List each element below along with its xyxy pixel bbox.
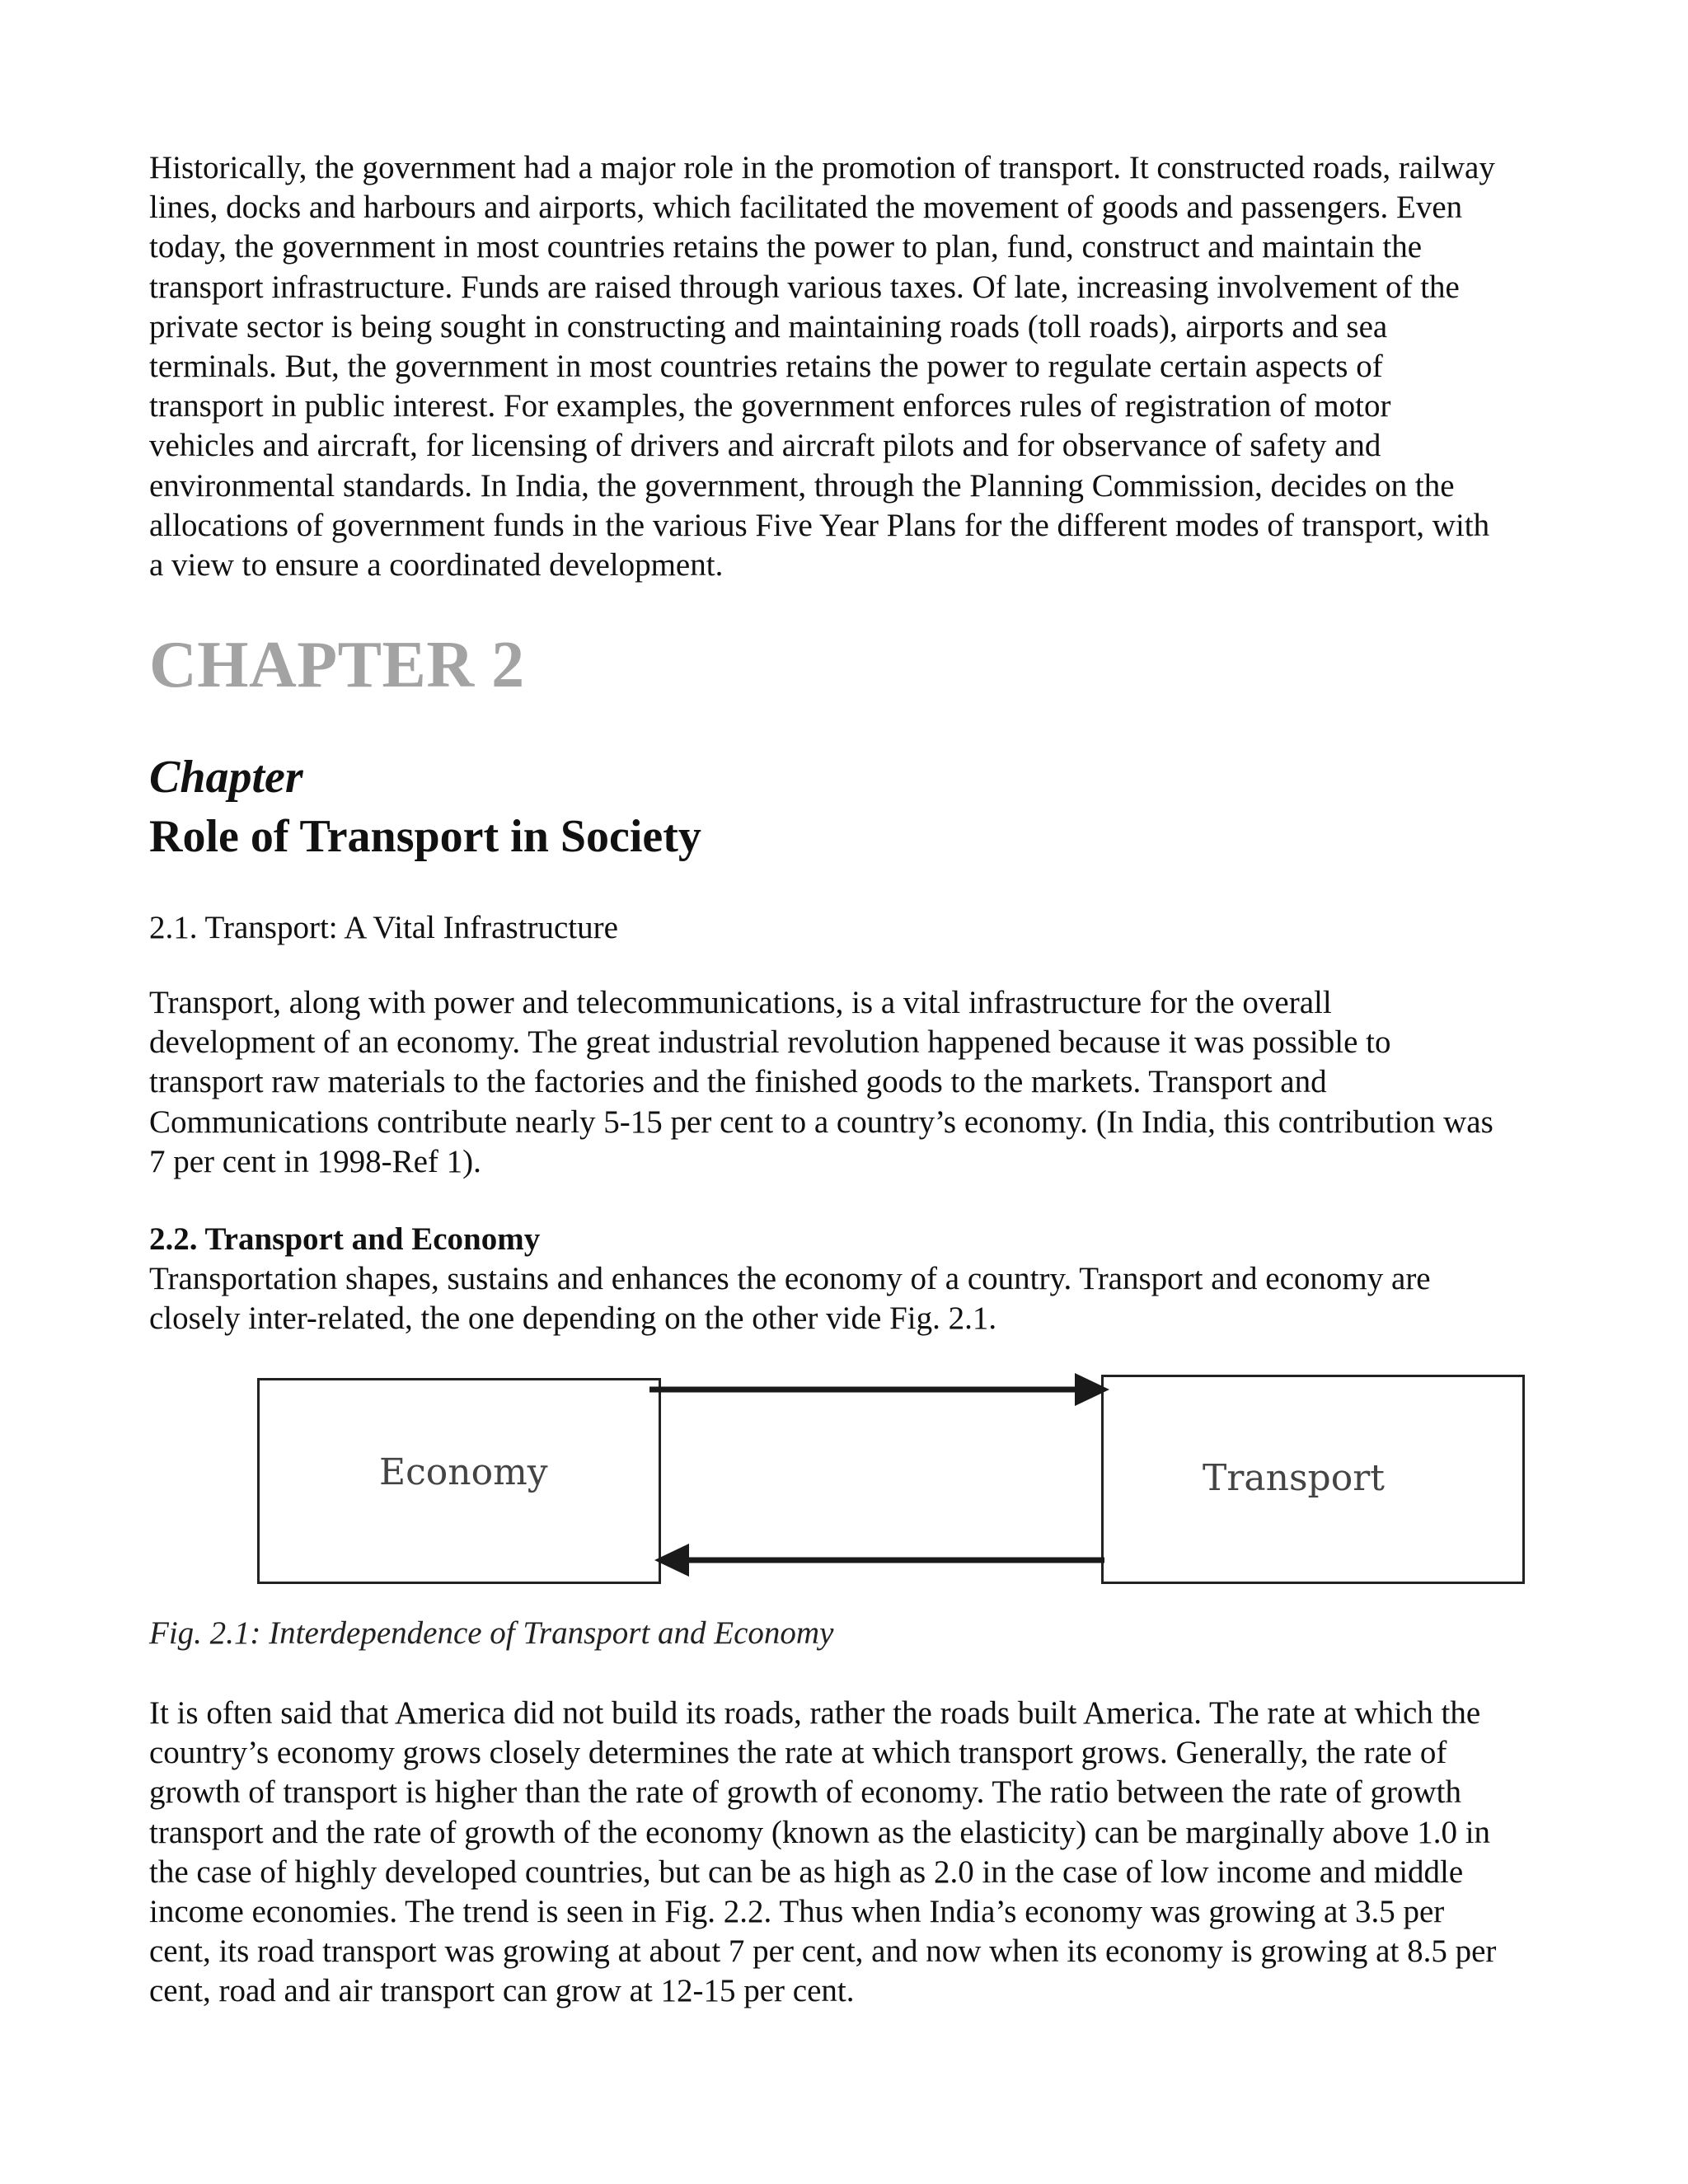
section-2-1-line: 7 per cent in 1998-Ref 1). <box>149 1143 481 1179</box>
closing-line: transport and the rate of growth of the economy (known as the elasticity) can be marginally above 1.0 in <box>149 1814 1491 1850</box>
closing-paragraph <box>149 1694 1567 2012</box>
section-2-2-line: Transportation shapes, sustains and enhances the economy of a country. Transport and economy are <box>149 1261 1431 1296</box>
intro-line: terminals. But, the government in most countries retains the power to regulate certain aspects of <box>149 349 1383 385</box>
section-2-1-paragraph <box>149 983 1559 1182</box>
section-heading-2-1: 2.1. Transport: A Vital Infrastructure <box>149 910 618 945</box>
intro-line: Historically, the government had a major role in the promotion of transport. It constructed roads, railway <box>149 150 1495 185</box>
closing-line: cent, its road transport was growing at about 7 per cent, and now when its economy is growing at 8.5 per <box>149 1933 1497 1970</box>
section-2-1-line: transport raw materials to the factories and the finished goods to the markets. Transport and <box>149 1064 1327 1100</box>
closing-line: It is often said that America did not build its roads, rather the roads built America. The rate at which the <box>149 1695 1481 1731</box>
section-heading-2-2: 2.2. Transport and Economy <box>149 1221 541 1257</box>
intro-line: private sector is being sought in constructing and maintaining roads (toll roads), airports and sea <box>149 308 1388 344</box>
intro-line: allocations of government funds in the various Five Year Plans for the different modes of transport, with <box>149 507 1490 543</box>
intro-line: transport in public interest. For examples, the government enforces rules of registration of motor <box>149 388 1391 424</box>
section-2-2-line: closely inter-related, the one depending on the other vide Fig. 2.1. <box>149 1301 997 1337</box>
economy-label: Economy <box>379 1451 548 1493</box>
arrowhead-left-icon <box>654 1544 689 1577</box>
intro-paragraph <box>149 148 1559 585</box>
intro-line: vehicles and aircraft, for licensing of drivers and aircraft pilots and for observance of safety and <box>149 428 1381 464</box>
intro-line: a view to ensure a coordinated development. <box>149 547 724 583</box>
section-2-1-line: Communications contribute nearly 5-15 per cent to a country’s economy. (In India, this contribution was <box>149 1104 1493 1140</box>
intro-line: today, the government in most countries retains the power to plan, fund, construct and maintain the <box>149 229 1423 265</box>
figure-arrows <box>247 1368 1533 1591</box>
intro-line: transport infrastructure. Funds are raised through various taxes. Of late, increasing involvement of the <box>149 269 1460 305</box>
figure-caption: Fig. 2.1: Interdependence of Transport and Economy <box>149 1615 834 1651</box>
figure-2-1 <box>247 1368 1533 1591</box>
section-2-2-paragraph <box>149 1259 1559 1338</box>
section-2-1-line: Transport, along with power and telecommunications, is a vital infrastructure for the overall <box>149 985 1332 1020</box>
intro-line: lines, docks and harbours and airports, which facilitated the movement of goods and passengers. Even <box>149 190 1463 226</box>
transport-label: Transport <box>1203 1457 1385 1499</box>
chapter-label: Chapter <box>149 752 303 803</box>
closing-line: growth of transport is higher than the rate of growth of economy. The ratio between the rate of growth <box>149 1774 1462 1811</box>
chapter-title: Role of Transport in Society <box>149 811 701 862</box>
section-2-1-line: development of an economy. The great industrial revolution happened because it was possible to <box>149 1024 1391 1061</box>
closing-line: country’s economy grows closely determines the rate at which transport grows. Generally, the rate of <box>149 1735 1447 1771</box>
arrowhead-right-icon <box>1075 1373 1109 1406</box>
intro-line: environmental standards. In India, the government, through the Planning Commission, decides on the <box>149 467 1455 504</box>
closing-line: income economies. The trend is seen in Fig. 2.2. Thus when India’s economy was growing at 3.5 per <box>149 1894 1445 1930</box>
closing-line: the case of highly developed countries, but can be as high as 2.0 in the case of low income and middle <box>149 1854 1464 1890</box>
chapter-number: CHAPTER 2 <box>149 629 525 701</box>
closing-line: cent, road and air transport can grow at 12-15 per cent. <box>149 1973 855 2009</box>
